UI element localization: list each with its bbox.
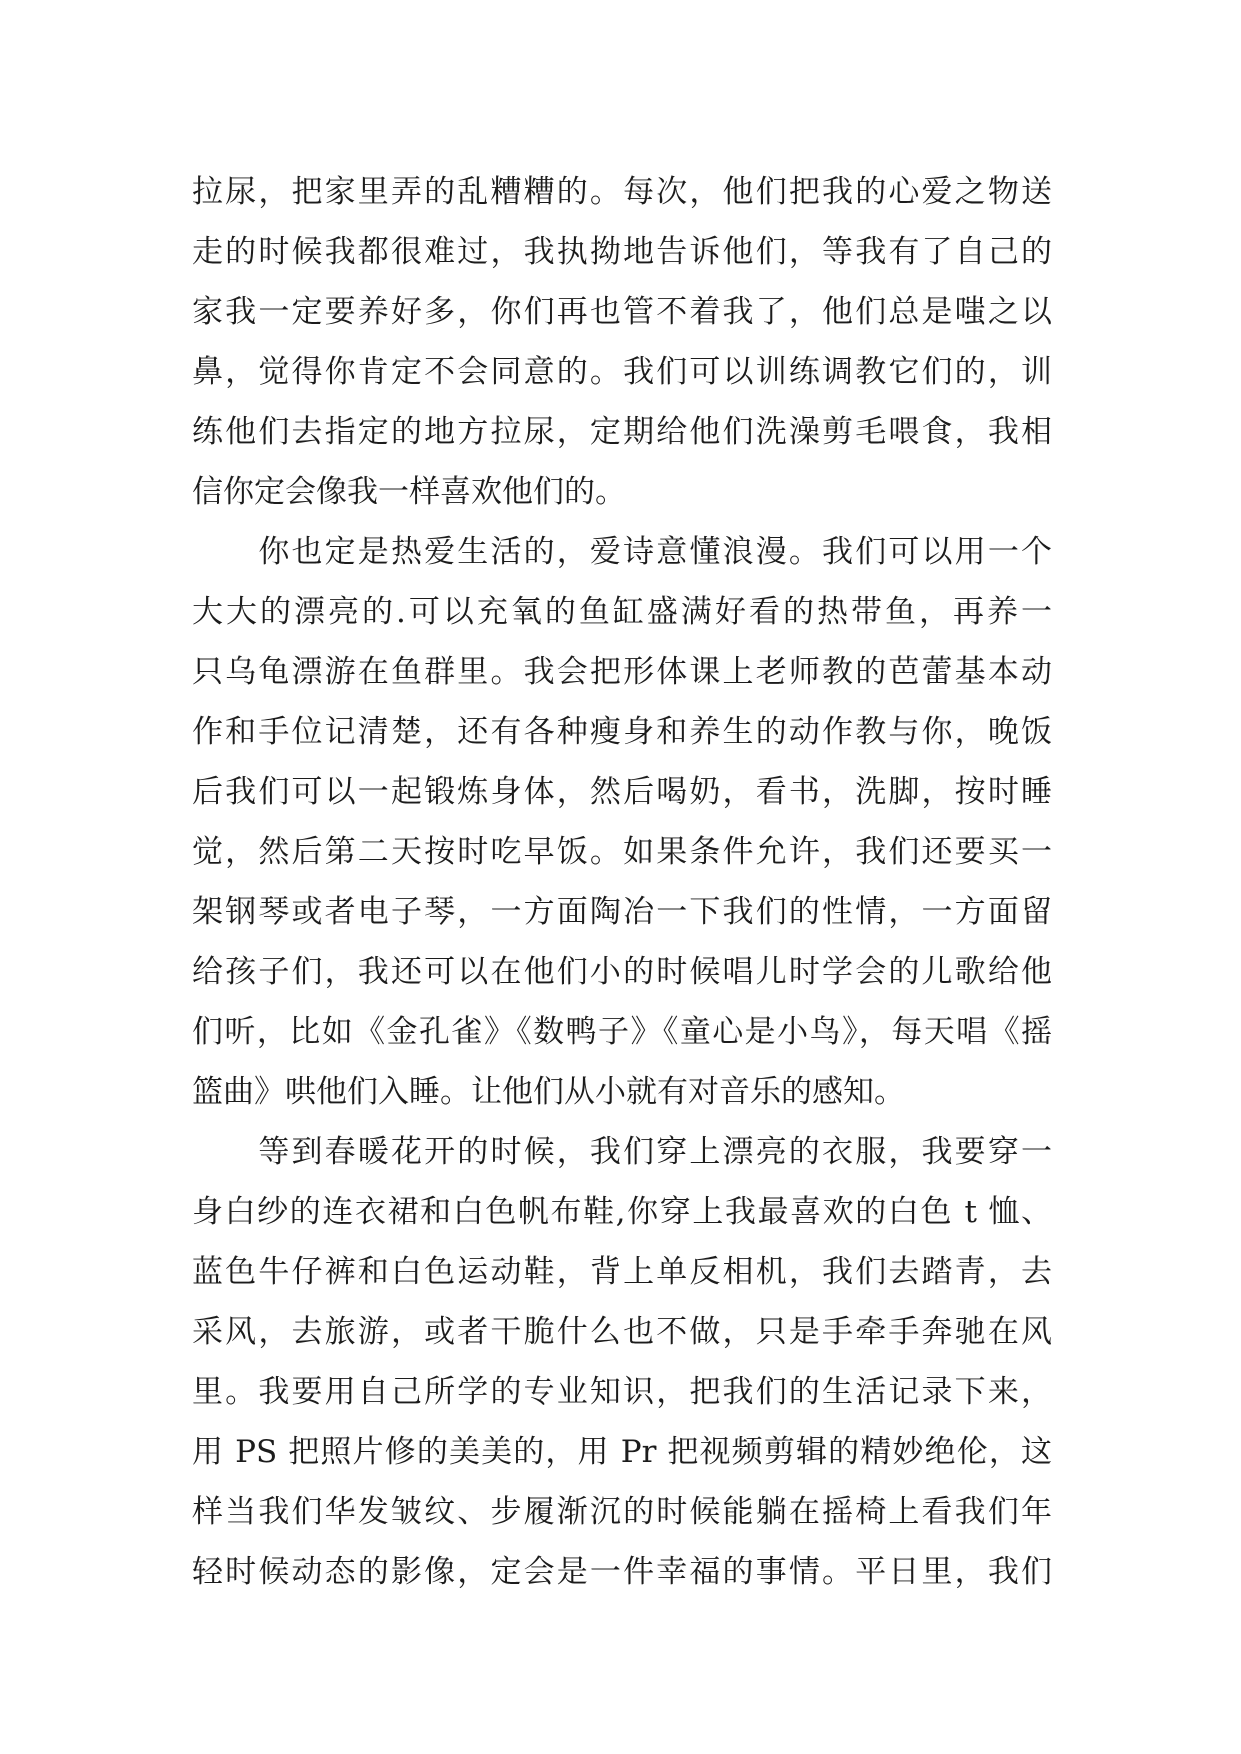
text-line: 家我一定要养好多，你们再也管不着我了，他们总是嗤之以 xyxy=(192,294,1052,330)
text-line: 蓝色牛仔裤和白色运动鞋，背上单反相机，我们去踏青，去 xyxy=(192,1254,1052,1290)
body-text xyxy=(192,162,1052,1602)
text-line: 轻时候动态的影像，定会是一件幸福的事情。平日里，我们 xyxy=(192,1554,1052,1590)
paragraph-end-line: 篮曲》哄他们入睡。让他们从小就有对音乐的感知。 xyxy=(192,1074,905,1110)
text-line: 架钢琴或者电子琴，一方面陶冶一下我们的性情，一方面留 xyxy=(192,894,1052,930)
text-line: 觉，然后第二天按时吃早饭。如果条件允许，我们还要买一 xyxy=(192,834,1052,870)
text-line: 大大的漂亮的.可以充氧的鱼缸盛满好看的热带鱼，再养一 xyxy=(192,594,1052,630)
text-line: 练他们去指定的地方拉尿，定期给他们洗澡剪毛喂食，我相 xyxy=(192,414,1052,450)
text-line: 采风，去旅游，或者干脆什么也不做，只是手牵手奔驰在风 xyxy=(192,1314,1052,1350)
text-line: 样当我们华发皱纹、步履渐沉的时候能躺在摇椅上看我们年 xyxy=(192,1494,1052,1530)
paragraph-start-line: 你也定是热爱生活的，爱诗意懂浪漫。我们可以用一个 xyxy=(192,534,1052,570)
text-line: 给孩子们，我还可以在他们小的时候唱儿时学会的儿歌给他 xyxy=(192,954,1052,990)
paragraph-end-line: 信你定会像我一样喜欢他们的。 xyxy=(192,474,626,510)
text-line: 身白纱的连衣裙和白色帆布鞋,你穿上我最喜欢的白色 t 恤、 xyxy=(192,1194,1052,1230)
text-line: 拉尿，把家里弄的乱糟糟的。每次，他们把我的心爱之物送 xyxy=(192,174,1052,210)
text-line: 里。我要用自己所学的专业知识，把我们的生活记录下来， xyxy=(192,1374,1052,1410)
text-line: 用 PS 把照片修的美美的，用 Pr 把视频剪辑的精妙绝伦，这 xyxy=(192,1434,1052,1470)
paragraph-start-line: 等到春暖花开的时候，我们穿上漂亮的衣服，我要穿一 xyxy=(192,1134,1052,1170)
text-line: 作和手位记清楚，还有各种瘦身和养生的动作教与你，晚饭 xyxy=(192,714,1052,750)
text-line: 走的时候我都很难过，我执拗地告诉他们，等我有了自己的 xyxy=(192,234,1052,270)
text-line: 只乌龟漂游在鱼群里。我会把形体课上老师教的芭蕾基本动 xyxy=(192,654,1052,690)
text-line: 们听，比如《金孔雀》《数鸭子》《童心是小鸟》，每天唱《摇 xyxy=(192,1014,1052,1050)
text-line: 鼻，觉得你肯定不会同意的。我们可以训练调教它们的，训 xyxy=(192,354,1052,390)
text-line: 后我们可以一起锻炼身体，然后喝奶，看书，洗脚，按时睡 xyxy=(192,774,1052,810)
